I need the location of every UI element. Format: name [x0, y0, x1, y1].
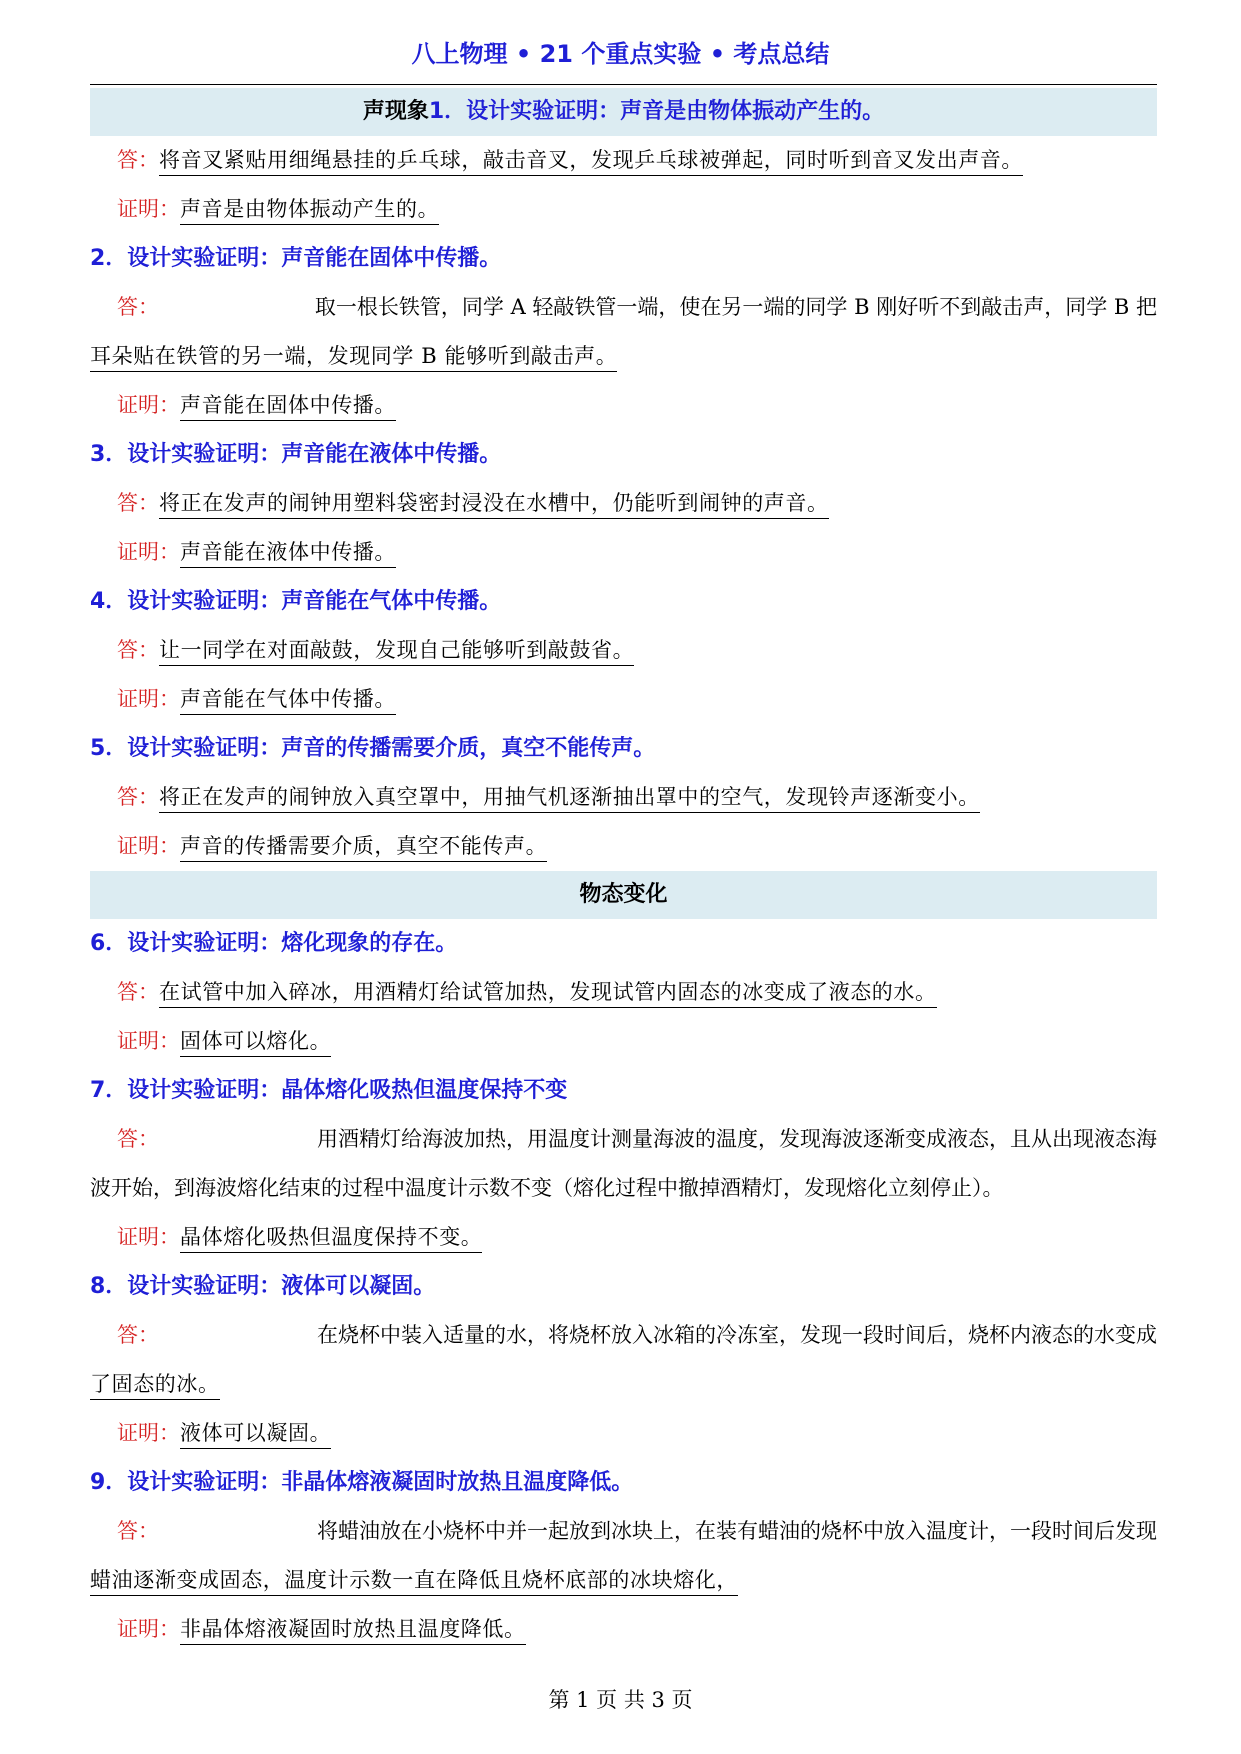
- proof-2: [90, 381, 1157, 430]
- answer-label: 答：: [117, 785, 159, 809]
- proof-text: 声音能在固体中传播。: [180, 393, 396, 421]
- question-9: 9．设计实验证明：非晶体熔液凝固时放热且温度降低。: [90, 1470, 634, 1495]
- proof-label: 证明：: [117, 393, 180, 417]
- proof-label: 证明：: [117, 1029, 180, 1053]
- proof-label: 证明：: [117, 540, 180, 564]
- section-band-state-change: [90, 871, 1157, 919]
- answer-1: [90, 136, 1157, 185]
- question-6: 6．设计实验证明：熔化现象的存在。: [90, 931, 458, 956]
- question-4: 4．设计实验证明：声音能在气体中传播。: [90, 589, 502, 614]
- question-3: 3．设计实验证明：声音能在液体中传播。: [90, 442, 502, 467]
- proof-4: [90, 675, 1157, 724]
- answer-label: 答：: [117, 638, 159, 662]
- question-1: 1．设计实验证明：声音是由物体振动产生的。: [428, 99, 885, 124]
- proof-label: 证明：: [117, 834, 180, 858]
- answer-text: 将正在发声的闹钟用塑料袋密封浸没在水槽中，仍能听到闹钟的声音。: [159, 491, 829, 519]
- answer-8-line-2: [90, 1360, 1157, 1409]
- document-body: [90, 88, 1157, 1654]
- proof-label: 证明：: [117, 687, 180, 711]
- answer-4: [90, 626, 1157, 675]
- proof-text: 声音能在液体中传播。: [180, 540, 396, 568]
- answer-text: 取一根长铁管，同学 A 轻敲铁管一端，使在另一端的同学 B 刚好听不到敲击声，同学 B 把: [314, 295, 1157, 319]
- proof-text: 声音是由物体振动产生的。: [180, 197, 439, 225]
- answer-2-line-2: [90, 332, 1157, 381]
- answer-3: [90, 479, 1157, 528]
- answer-label: 答：: [117, 491, 159, 515]
- section-title: 声现象: [362, 99, 429, 124]
- answer-5: [90, 773, 1157, 822]
- question-5: 5．设计实验证明：声音的传播需要介质，真空不能传声。: [90, 736, 656, 761]
- answer-6: [90, 968, 1157, 1017]
- answer-text: 在试管中加入碎冰，用酒精灯给试管加热，发现试管内固态的冰变成了液态的水。: [159, 980, 937, 1008]
- answer-label: 答：: [117, 295, 159, 319]
- proof-9: [90, 1605, 1157, 1654]
- page-footer: 第 1 页 共 3 页: [548, 1688, 693, 1712]
- proof-label: 证明：: [117, 197, 180, 221]
- answer-2-line-1: [90, 283, 1157, 332]
- proof-text: 液体可以凝固。: [180, 1421, 331, 1449]
- proof-text: 非晶体熔液凝固时放热且温度降低。: [180, 1617, 526, 1645]
- proof-text: 晶体熔化吸热但温度保持不变。: [180, 1225, 482, 1253]
- proof-label: 证明：: [117, 1421, 180, 1445]
- proof-text: 固体可以熔化。: [180, 1029, 331, 1057]
- answer-text: 用酒精灯给海波加热，用温度计测量海波的温度，发现海波逐渐变成液态，且从出现液态海: [317, 1127, 1157, 1151]
- header-rule: [90, 84, 1157, 85]
- proof-label: 证明：: [117, 1617, 180, 1641]
- question-8: 8．设计实验证明：液体可以凝固。: [90, 1274, 436, 1299]
- answer-text: 波开始，到海波熔化结束的过程中温度计示数不变（熔化过程中撤掉酒精灯，发现熔化立刻停止）。: [90, 1176, 1004, 1200]
- proof-8: [90, 1409, 1157, 1458]
- answer-9-line-1: [90, 1507, 1157, 1556]
- answer-text: 在烧杯中装入适量的水，将烧杯放入冰箱的冷冻室，发现一段时间后，烧杯内液态的水变成: [317, 1323, 1157, 1347]
- answer-text: 将音叉紧贴用细绳悬挂的乒乓球，敲击音叉，发现乒乓球被弹起，同时听到音叉发出声音。: [159, 148, 1023, 176]
- answer-7-line-2: [90, 1164, 1157, 1213]
- answer-label: 答：: [117, 1519, 159, 1543]
- answer-7-line-1: [90, 1115, 1157, 1164]
- answer-label: 答：: [117, 148, 159, 172]
- answer-8-line-1: [90, 1311, 1157, 1360]
- proof-text: 声音能在气体中传播。: [180, 687, 396, 715]
- answer-text: 耳朵贴在铁管的另一端，发现同学 B 能够听到敲击声。: [90, 344, 617, 372]
- answer-label: 答：: [117, 1323, 159, 1347]
- section-band-sound: [90, 88, 1157, 136]
- proof-3: [90, 528, 1157, 577]
- answer-text: 让一同学在对面敲鼓，发现自己能够听到敲鼓省。: [159, 638, 634, 666]
- proof-text: 声音的传播需要介质，真空不能传声。: [180, 834, 547, 862]
- answer-label: 答：: [117, 980, 159, 1004]
- answer-text: 了固态的冰。: [90, 1372, 220, 1400]
- proof-7: [90, 1213, 1157, 1262]
- section-title: 物态变化: [579, 882, 668, 907]
- proof-6: [90, 1017, 1157, 1066]
- proof-label: 证明：: [117, 1225, 180, 1249]
- answer-label: 答：: [117, 1127, 159, 1151]
- proof-1: [90, 185, 1157, 234]
- answer-text: 蜡油逐渐变成固态，温度计示数一直在降低且烧杯底部的冰块熔化，: [90, 1568, 738, 1596]
- answer-text: 将正在发声的闹钟放入真空罩中，用抽气机逐渐抽出罩中的空气，发现铃声逐渐变小。: [159, 785, 980, 813]
- page-title: 八上物理 • 21 个重点实验 • 考点总结: [411, 40, 830, 68]
- answer-text: 将蜡油放在小烧杯中并一起放到冰块上，在装有蜡油的烧杯中放入温度计，一段时间后发现: [317, 1519, 1157, 1543]
- question-2: 2．设计实验证明：声音能在固体中传播。: [90, 246, 502, 271]
- question-7: 7．设计实验证明：晶体熔化吸热但温度保持不变: [90, 1078, 568, 1103]
- answer-9-line-2: [90, 1556, 1157, 1605]
- proof-5: [90, 822, 1157, 871]
